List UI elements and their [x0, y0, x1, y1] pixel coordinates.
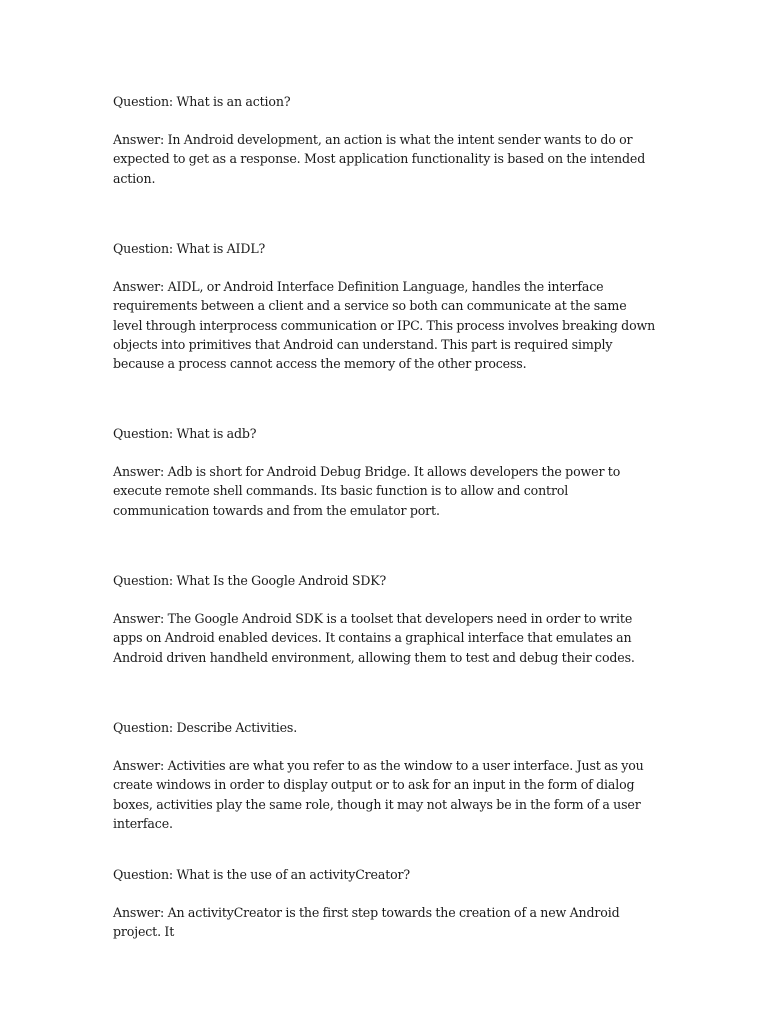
qa-item-adb [113, 424, 658, 520]
qa-item-activity-creator [113, 865, 658, 942]
question-text: Question: What is AIDL? [113, 241, 266, 256]
question-text: Question: What Is the Google Android SDK? [113, 573, 387, 588]
question-text: Question: What is adb? [113, 426, 257, 441]
question-text: Question: What is the use of an activityCreator? [113, 867, 411, 882]
question-text: Question: What is an action? [113, 94, 291, 109]
answer-text: Answer: An activityCreator is the first step towards the creation of a new Android project. It [113, 905, 620, 940]
answer-text: Answer: AIDL, or Android Interface Definition Language, handles the interface requirements between a client and a service so both can communicate at the same level through interprocess communication or IPC. This process involves breaking down objects into primitives that Android can understand. This part is required simply because a process cannot access the memory of the other process. [113, 279, 656, 372]
answer-text: Answer: The Google Android SDK is a toolset that developers need in order to write apps on Android enabled devices. It contains a graphical interface that emulates an Android driven handheld environment, allowing them to test and debug their codes. [113, 611, 635, 665]
question-text: Question: Describe Activities. [113, 720, 298, 735]
qa-item-activities [113, 718, 658, 833]
qa-item-action [113, 92, 658, 188]
answer-text: Answer: In Android development, an action is what the intent sender wants to do or expected to get as a response. Most application functionality is based on the intended action. [113, 132, 646, 186]
qa-item-aidl [113, 239, 658, 373]
answer-text: Answer: Activities are what you refer to as the window to a user interface. Just as you create windows in order to display output or to ask for an input in the form of dialog boxes, activities play the same role, though it may not always be in the form of a user interface. [113, 758, 644, 831]
qa-item-android-sdk [113, 571, 658, 667]
answer-text: Answer: Adb is short for Android Debug Bridge. It allows developers the power to execute remote shell commands. Its basic function is to allow and control communication towards and from the emulator port. [113, 464, 621, 518]
